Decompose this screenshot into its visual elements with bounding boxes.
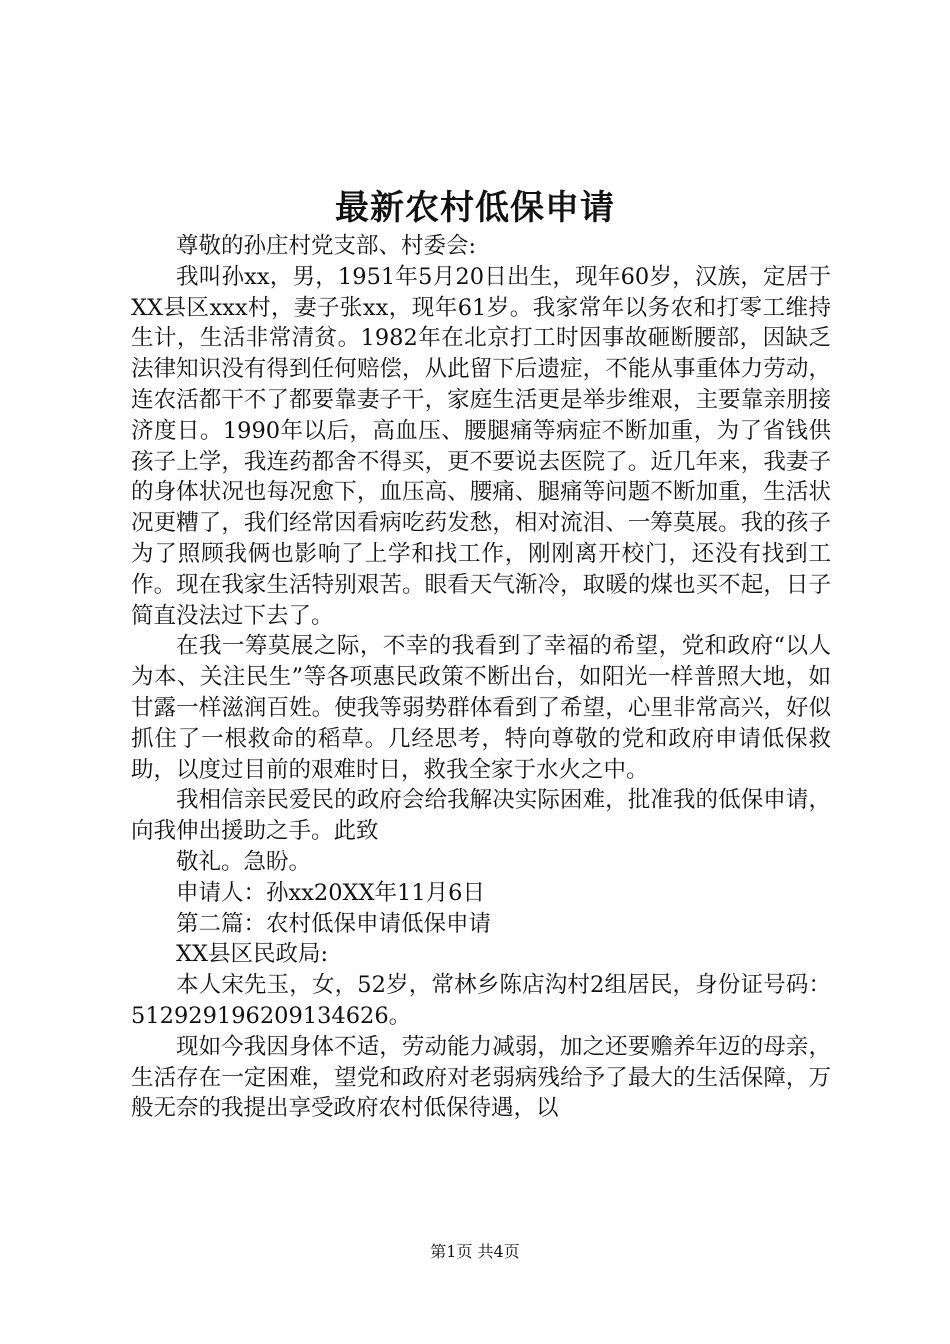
paragraph-identity: 本人宋先玉，女，52岁，常林乡陈店沟村2组居民，身份证号码：512929196209134626。 <box>131 972 831 1029</box>
section-heading: 第二篇：农村低保申请低保申请 <box>176 910 492 937</box>
salutation: 尊敬的孙庄村党支部、村委会: <box>176 233 477 259</box>
document-body <box>131 231 831 1124</box>
paragraph-closing: 我相信亲民爱民的政府会给我解决实际困难，批准我的低保申请，向我伸出援助之手。此致 <box>131 787 831 845</box>
document-title: 最新农村低保申请 <box>335 188 615 228</box>
page-footer: 第1页 共4页 <box>430 1242 520 1261</box>
applicant-signature: 申请人：孙xx20XX年11月6日 <box>176 879 485 906</box>
paragraph-situation: 现如今我因身体不适，劳动能力减弱，加之还要赡养年迈的母亲，生活存在一定困难，望党和政府对老弱病残给予了最大的生活保障，万般无奈的我提出享受政府农村低保待遇，以 <box>131 1033 831 1122</box>
addressee: XX县区民政局: <box>176 941 329 968</box>
paragraph-background: 我叫孙xx，男，1951年5月20日出生，现年60岁，汉族，定居于XX县区xxx村，妻子张xx，现年61岁。我家常年以务农和打零工维持生计，生活非常清贫。1982年在北京打工时因事故砸断腰部，因缺乏法律知识没有得到任何赔偿，从此留下后遗症，不能从事重体力劳动，连农活都干不了都要靠妻子干，家庭生活更是举步维艰，主要靠亲朋接济度日。1990年以后，高血压、腰腿痛等病症不断加重，为了省钱供孩子上学，我连药都舍不得买，更不要说去医院了。近几年来，我妻子的身体状况也每况愈下，血压高、腰痛、腿痛等问题不断加重，生活状况更糟了，我们经常因看病吃药发愁，相对流泪、一筹莫展。我的孩子为了照顾我俩也影响了上学和找工作，刚刚离开校门，还没有找到工作。现在我家生活特别艰苦。眼看天气渐冷，取暖的煤也买不起，日子简直没法过下去了。 <box>131 263 831 629</box>
regards-line: 敬礼。急盼。 <box>176 848 312 875</box>
paragraph-request: 在我一筹莫展之际，不幸的我看到了幸福的希望，党和政府“以人为本、关注民生”等各项惠民政策不断出台，如阳光一样普照大地，如甘露一样滋润百姓。使我等弱势群体看到了希望，心里非常高兴，好似抓住了一根救命的稻草。几经思考，特向尊敬的党和政府申请低保救助，以度过目前的艰难时日，救我全家于水火之中。 <box>131 633 831 783</box>
